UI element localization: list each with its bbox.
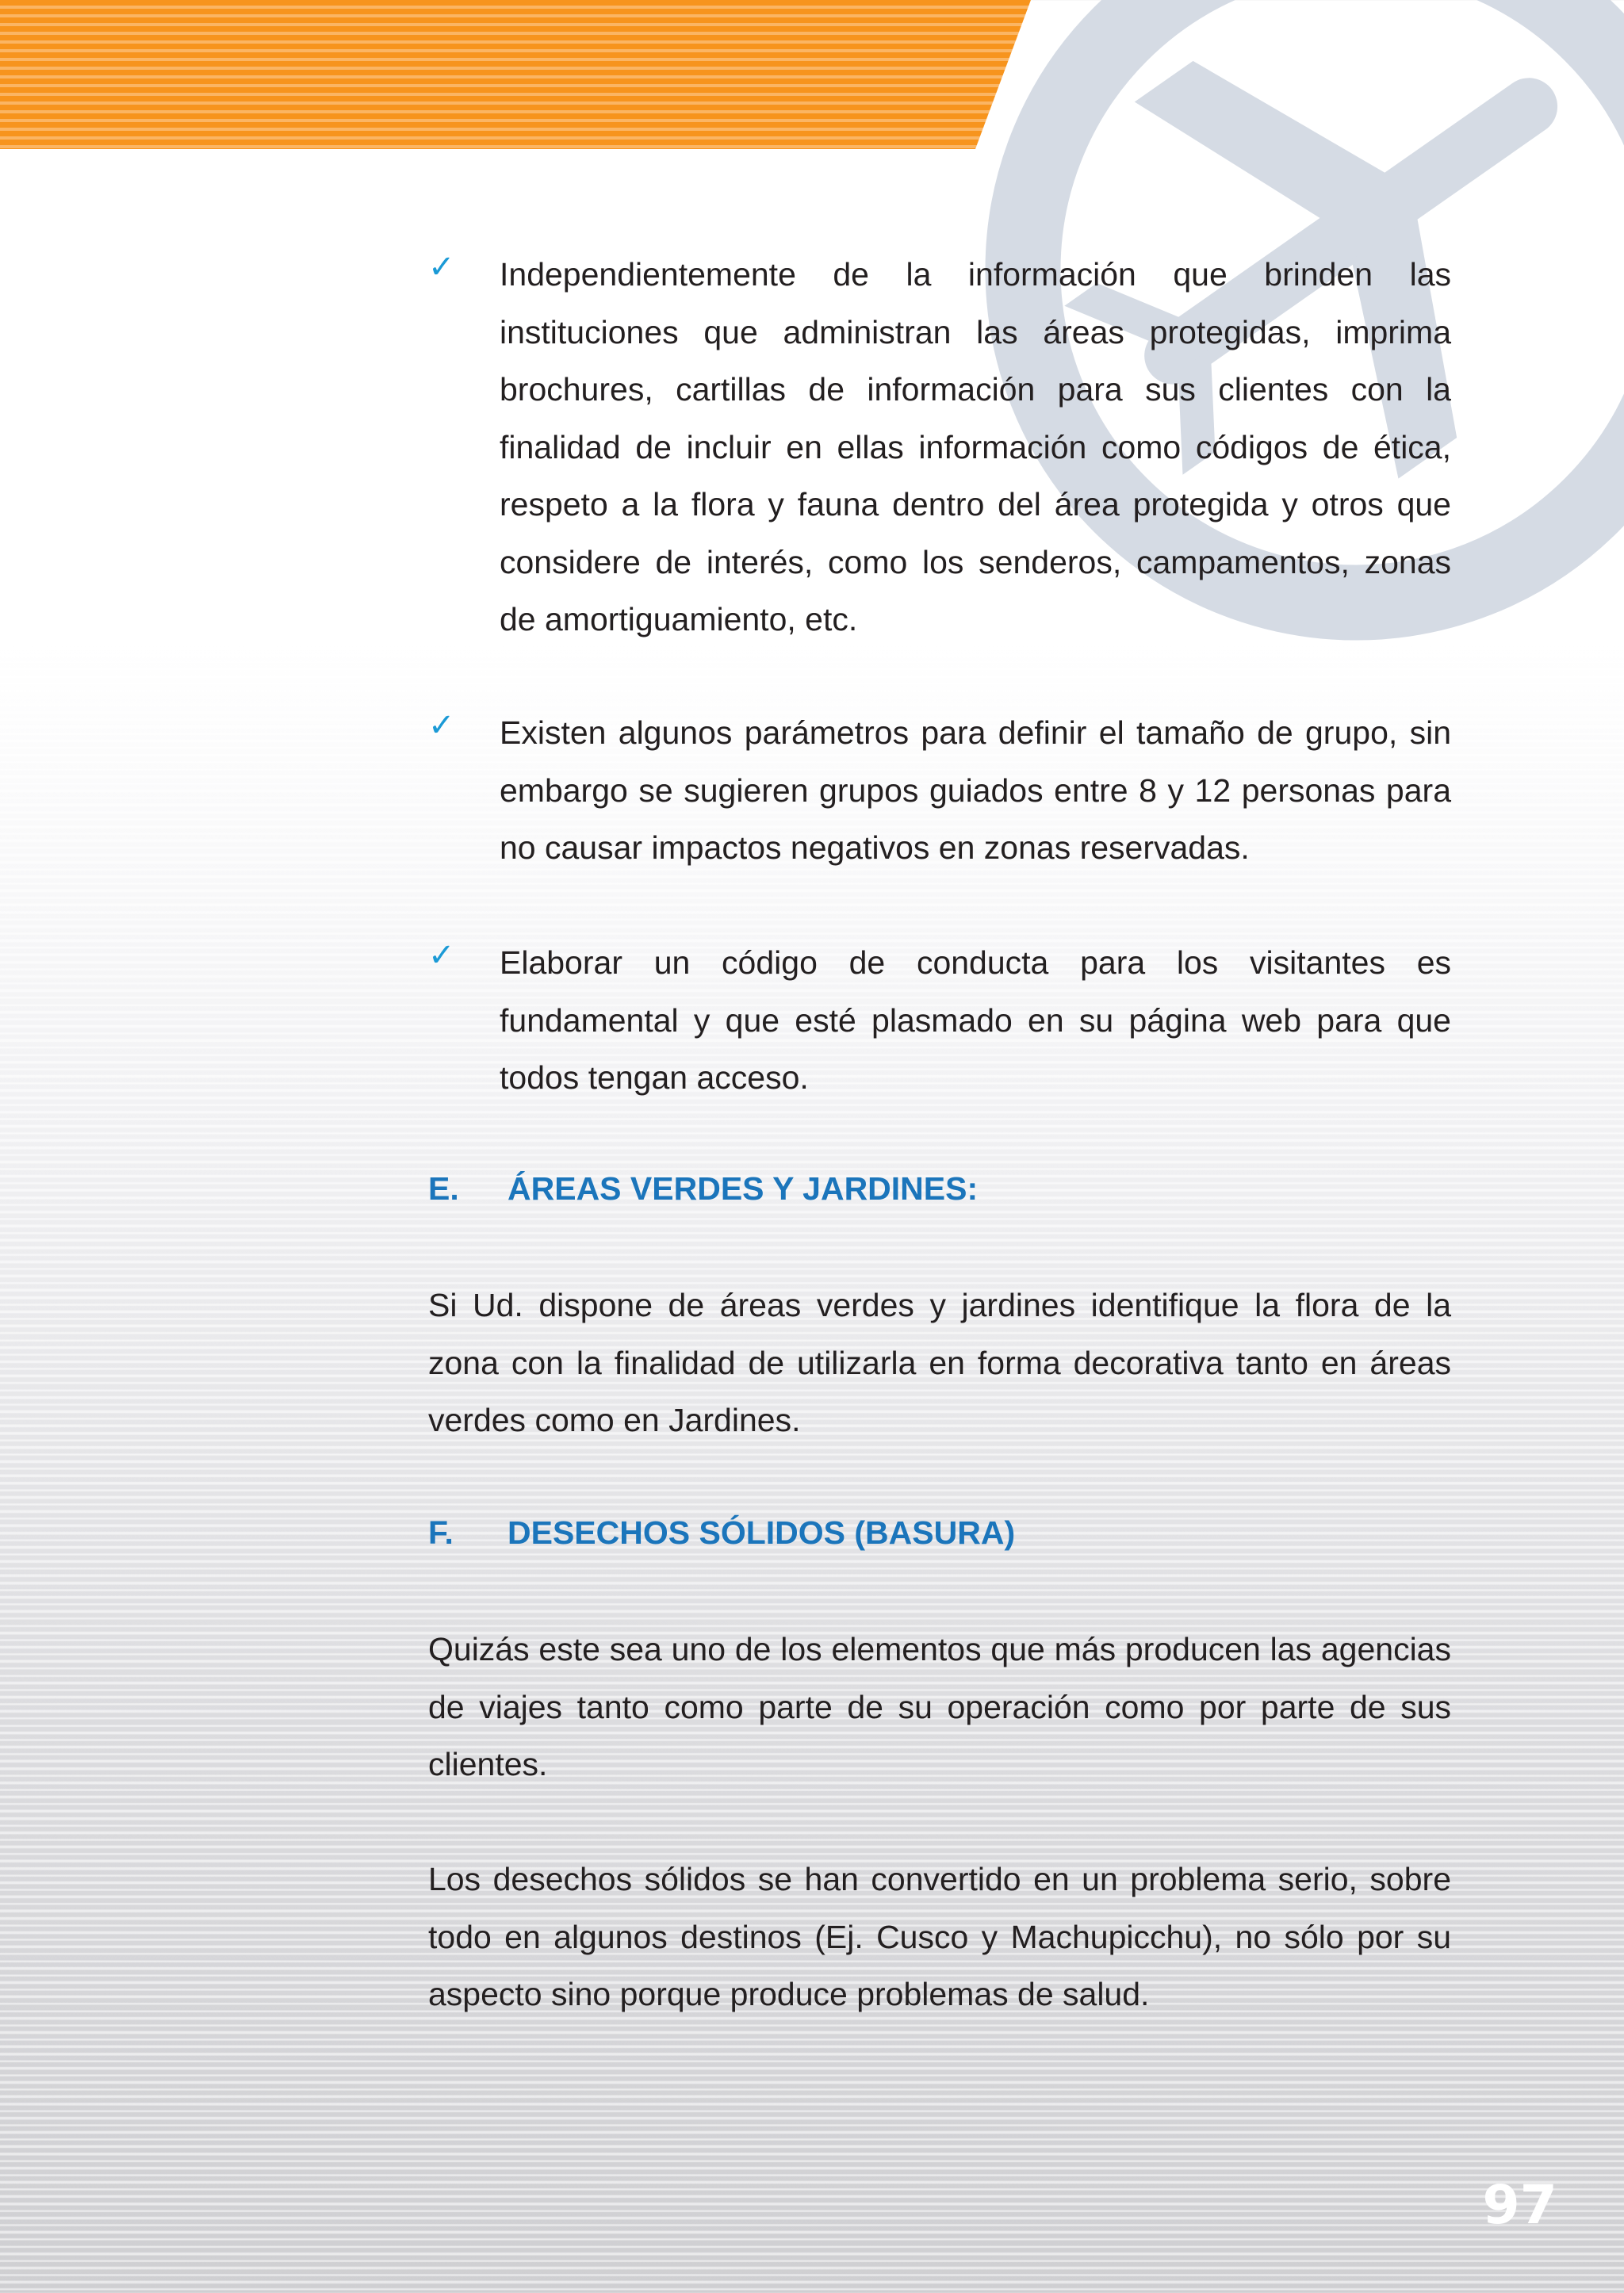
bullet-text: Independientemente de la información que brinden las instituciones que administran las áreas protegidas, imprima brochures, cartillas de información para sus clientes con la finalidad de incluir en ellas información como códigos de ética, respeto a la flora y fauna dentro del área protegida y otros que considere de interés, como los senderos, campamentos, zonas de amortiguamiento, etc. [500,256,1451,637]
section-title: ÁREAS VERDES Y JARDINES: [508,1170,979,1207]
section-heading-f [428,1514,1015,1552]
section-f-paragraph: Los desechos sólidos se han convertido en un problema serio, sobre todo en algunos destinos (Ej. Cusco y Machupicchu), no sólo por su aspecto sino porque produce problemas de salud. [428,1861,1451,2012]
section-heading-e [428,1170,978,1208]
section-letter: E. [428,1170,459,1207]
bullet-text: Elaborar un código de conducta para los visitantes es fundamental y que esté plasmado en su página web para que todos tengan acceso. [500,944,1451,1096]
section-title: DESECHOS SÓLIDOS (BASURA) [508,1514,1016,1551]
page-number: 97 [1482,2174,1557,2237]
section-letter: F. [428,1514,454,1551]
section-e-paragraph: Si Ud. dispone de áreas verdes y jardines identifique la flora de la zona con la finalidad de utilizarla en forma decorativa tanto en áreas verdes como en Jardines. [428,1287,1451,1438]
bullet-item [428,246,1451,658]
bullet-item [428,704,1451,886]
bullet-text: Existen algunos parámetros para definir el tamaño de grupo, sin embargo se sugieren grupos guiados entre 8 y 12 personas para no causar impactos negativos en zonas reservadas. [500,714,1451,866]
checkmark-icon: ✓ [428,249,455,285]
section-f-paragraph: Quizás este sea uno de los elementos que más producen las agencias de viajes tanto como parte de su operación como por parte de sus clientes. [428,1631,1451,1782]
bullet-item [428,934,1451,1116]
checkmark-icon: ✓ [428,937,455,974]
checkmark-icon: ✓ [428,707,455,744]
